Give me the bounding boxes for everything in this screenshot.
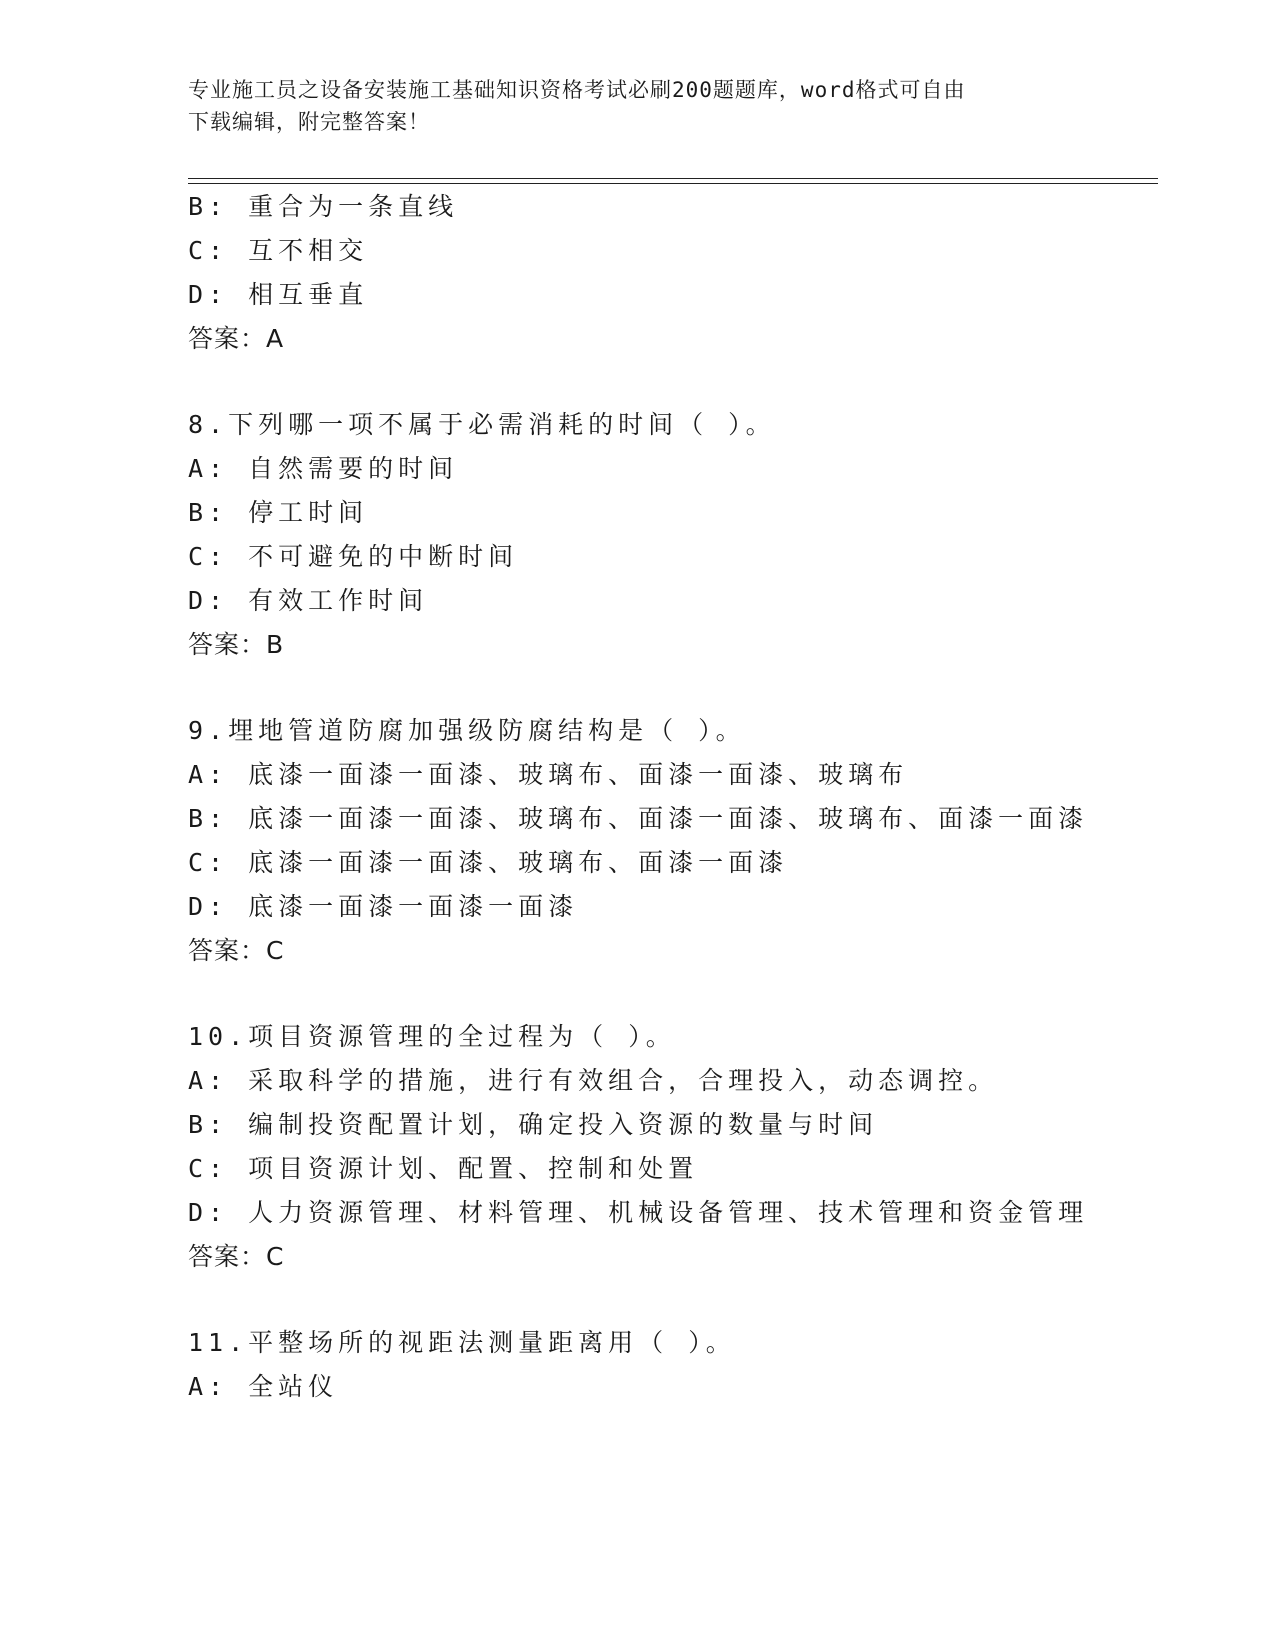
q10-answer: 答案：C <box>188 1242 285 1271</box>
q9-option-b: B: 底漆一面漆一面漆、玻璃布、面漆一面漆、玻璃布、面漆一面漆 <box>188 804 1089 833</box>
q7-answer: 答案：A <box>188 324 285 353</box>
q7-option-c: C: 互不相交 <box>188 236 369 265</box>
q10-option-c: C: 项目资源计划、配置、控制和处置 <box>188 1154 699 1183</box>
q7-option-d: D: 相互垂直 <box>188 280 369 309</box>
q9-option-c: C: 底漆一面漆一面漆、玻璃布、面漆一面漆 <box>188 848 789 877</box>
header-divider-bottom <box>188 183 1158 184</box>
q10-option-d: D: 人力资源管理、材料管理、机械设备管理、技术管理和资金管理 <box>188 1198 1089 1227</box>
q9-option-a: A: 底漆一面漆一面漆、玻璃布、面漆一面漆、玻璃布 <box>188 760 909 789</box>
q11-question: 11.平整场所的视距法测量距离用（ ）。 <box>188 1328 736 1357</box>
header-line-2: 下载编辑，附完整答案！ <box>188 110 430 134</box>
header-divider-top <box>188 178 1158 179</box>
q9-answer: 答案：C <box>188 936 285 965</box>
q8-option-c: C: 不可避免的中断时间 <box>188 542 519 571</box>
q10-question: 10.项目资源管理的全过程为（ ）。 <box>188 1022 676 1051</box>
q8-option-a: A: 自然需要的时间 <box>188 454 459 483</box>
q10-option-a: A: 采取科学的措施，进行有效组合，合理投入，动态调控。 <box>188 1066 999 1095</box>
q7-option-b: B: 重合为一条直线 <box>188 192 459 221</box>
q9-option-d: D: 底漆一面漆一面漆一面漆 <box>188 892 579 921</box>
document-header <box>188 74 1068 138</box>
q8-option-b: B: 停工时间 <box>188 498 369 527</box>
q10-option-b: B: 编制投资配置计划，确定投入资源的数量与时间 <box>188 1110 879 1139</box>
header-line-1: 专业施工员之设备安装施工基础知识资格考试必刷200题题库，word格式可自由 <box>188 78 966 102</box>
q11-option-a: A: 全站仪 <box>188 1372 339 1401</box>
q8-question: 8.下列哪一项不属于必需消耗的时间（ ）。 <box>188 410 776 439</box>
q8-option-d: D: 有效工作时间 <box>188 586 429 615</box>
q8-answer: 答案：B <box>188 630 285 659</box>
q9-question: 9.埋地管道防腐加强级防腐结构是（ ）。 <box>188 716 746 745</box>
